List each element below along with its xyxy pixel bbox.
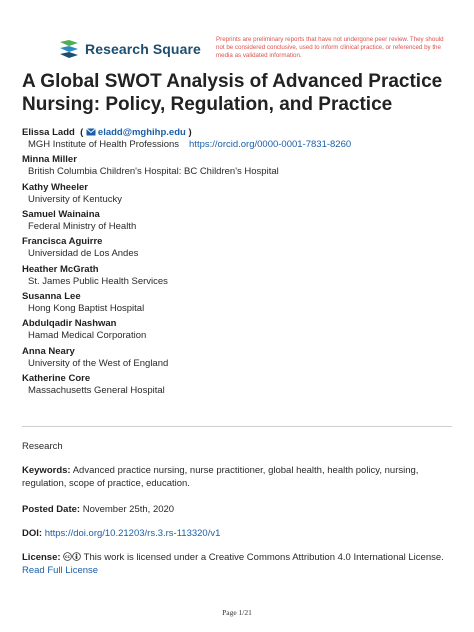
author-list	[22, 127, 462, 400]
brand-name: Research Square	[85, 41, 201, 57]
author-affiliation: MGH Institute of Health Professions	[28, 139, 180, 150]
author-name: Heather McGrath	[22, 263, 99, 275]
author-name: Samuel Wainaina	[22, 209, 100, 221]
doi-label: DOI:	[22, 528, 43, 539]
author-affiliation: Hamad Medical Corporation	[28, 330, 147, 342]
preprint-notice: Preprints are preliminary reports that have not undergone peer review. They should not be considered conclusive, used to inform clinical practice, or referenced by the media as validated information.	[216, 36, 444, 60]
author-name: Katherine Core	[22, 373, 91, 385]
author-affiliation: Hong Kong Baptist Hospital	[28, 303, 145, 315]
author-name: Abdulqadir Nashwan	[22, 318, 117, 330]
section-divider	[22, 426, 452, 427]
author-name: Susanna Lee	[22, 291, 81, 303]
author-entry	[22, 291, 462, 315]
keywords-label: Keywords:	[22, 465, 71, 476]
research-square-logo-icon	[58, 39, 80, 59]
author-name: Elissa Ladd	[22, 127, 75, 138]
author-entry	[22, 154, 462, 178]
author-entry	[22, 373, 462, 397]
research-square-logo[interactable]	[58, 39, 201, 59]
license-label: License:	[22, 552, 61, 563]
by-icon	[72, 552, 81, 561]
svg-text:cc: cc	[65, 554, 71, 560]
orcid-link[interactable]: https://orcid.org/0000-0001-7831-8260	[189, 139, 352, 150]
posted-date-label: Posted Date:	[22, 504, 81, 515]
author-entry	[22, 346, 462, 370]
posted-date-value: November 25th, 2020	[82, 504, 175, 515]
author-entry	[22, 318, 462, 342]
license-text: This work is licensed under a Creative Commons Attribution 4.0 International License.	[83, 552, 444, 563]
author-affiliation: Universidad de Los Andes	[28, 248, 139, 260]
open-paren: (	[80, 127, 84, 138]
author-name: Anna Neary	[22, 345, 75, 357]
author-name: Kathy Wheeler	[22, 181, 88, 193]
author-affiliation: University of the West of England	[28, 357, 169, 369]
keywords	[22, 464, 452, 490]
license	[22, 551, 452, 577]
keywords-value: Advanced practice nursing, nurse practitioner, global health, health policy, nursing, regulation, scope of practice, education.	[22, 465, 419, 489]
cc-icon	[63, 552, 72, 561]
email-link[interactable]: eladd@mghihp.edu	[97, 127, 186, 138]
doi-link[interactable]: https://doi.org/10.21203/rs.3.rs-113320/v1	[44, 528, 221, 539]
author-name: Francisca Aguirre	[22, 236, 103, 248]
author-entry	[22, 209, 462, 233]
close-paren: )	[188, 127, 192, 138]
author-affiliation: Massachusetts General Hospital	[28, 385, 165, 397]
author-name: Minna Miller	[22, 154, 77, 166]
page-number: Page 1/21	[222, 608, 252, 617]
author-corresponding	[22, 127, 462, 151]
read-full-license-link[interactable]: Read Full License	[22, 565, 99, 576]
author-affiliation: British Columbia Children's Hospital: BC Children's Hospital	[28, 166, 279, 178]
author-affiliation: University of Kentucky	[28, 193, 122, 205]
posted-date	[22, 503, 452, 516]
author-entry	[22, 182, 462, 206]
doi	[22, 527, 452, 540]
author-affiliation: St. James Public Health Services	[28, 275, 168, 287]
article-type: Research	[22, 441, 63, 452]
paper-title: A Global SWOT Analysis of Advanced Practice Nursing: Policy, Regulation, and Practice	[22, 71, 443, 115]
author-entry	[22, 264, 462, 288]
author-entry	[22, 236, 462, 260]
envelope-icon	[86, 128, 96, 136]
header	[0, 0, 474, 68]
author-affiliation: Federal Ministry of Health	[28, 221, 137, 233]
coauthors	[22, 154, 462, 397]
